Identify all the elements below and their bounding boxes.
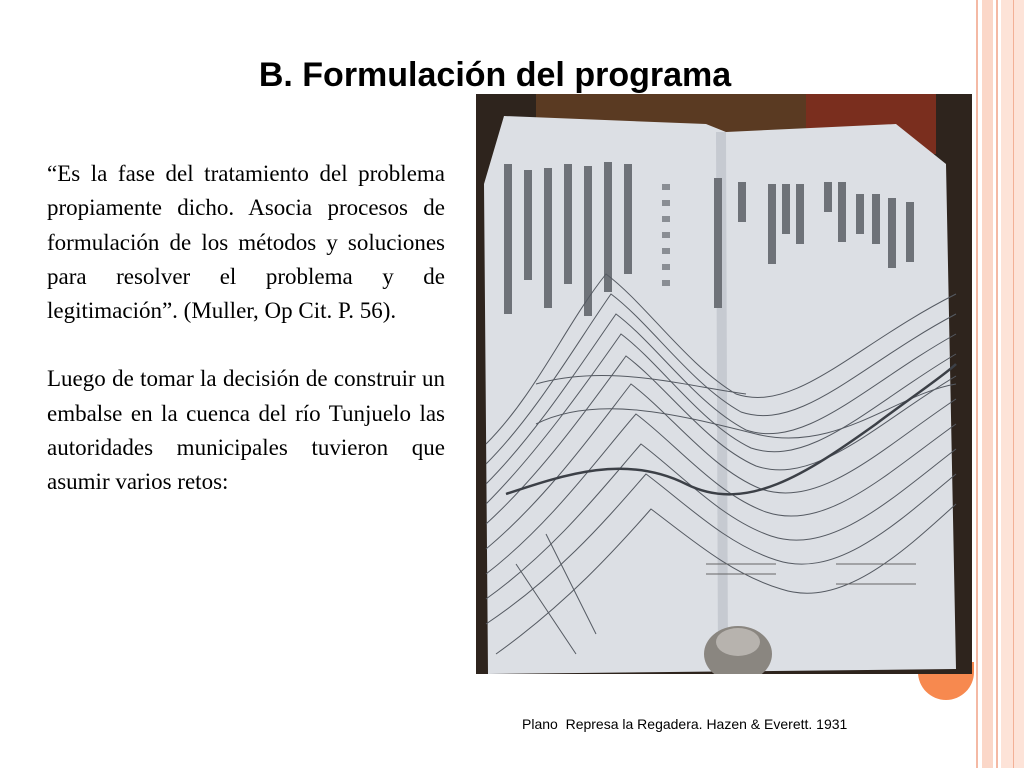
decorative-stripe xyxy=(996,0,998,768)
decorative-stripe xyxy=(982,0,993,768)
decorative-stripe xyxy=(976,0,978,768)
image-caption: Plano Represa la Regadera. Hazen & Everett. 1931 xyxy=(522,716,848,732)
body-text xyxy=(47,157,445,534)
dam-plan-photo xyxy=(476,94,972,674)
context-paragraph: Luego de tomar la decisión de construir un embalse en la cuenca del río Tunjuelo las autoridades municipales tuvieron que asumir varios retos: xyxy=(47,366,445,495)
dam-plan-illustration xyxy=(476,94,972,674)
slide-title: B. Formulación del programa xyxy=(258,55,732,94)
decorative-stripe xyxy=(1013,0,1014,768)
quote-paragraph: “Es la fase del tratamiento del problema propiamente dicho. Asocia procesos de formulación de los métodos y soluciones para resolver el problema y de legitimación”. (Muller, Op Cit. P. 56). xyxy=(47,161,445,324)
